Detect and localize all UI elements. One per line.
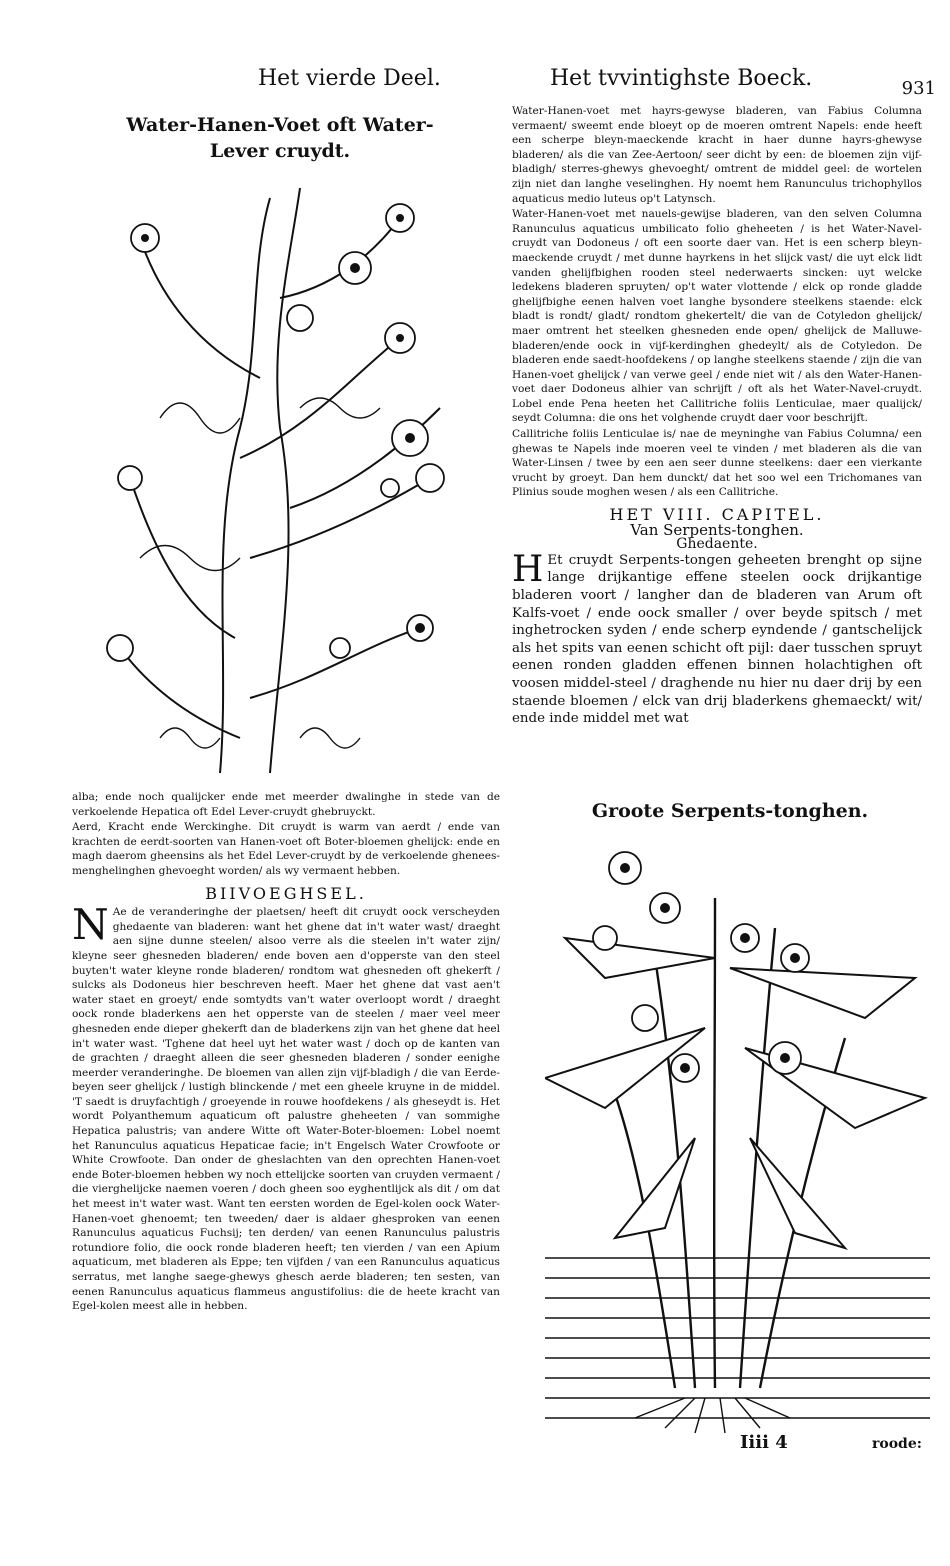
section-initial: H [512,548,544,590]
figure-title-line-1: Water-Hanen-Voet oft Water- [126,114,434,136]
figure-title-water-hanen [100,112,460,164]
bijvoeghsel-text: Ae de veranderinghe der plaetsen/ heeft dit cruydt oock verscheyden ghedaente van bladeren: want het ghene dat in't water wast/ draeght aen sijne dunne steelen/ alsoo verre als die steelen in't water zijn/ kleyne seer ghesneden bladeren/ ende boven aen d'opperste van den steel buyten't water kleyne ronde bladeren/ rondtom wat ghesneden oft ghekerft / sulcks als Dodoneus hier beschreven heeft. Maer het ghene dat vast aen't water staet en groeyt/ ende somtydts van't water overloopt wordt / draeght oock ronde bladerkens aen het opperste van de steelen / maer veel meer ghesneden ende dieper ghekerft dan de bladerkens zijn van het ghene dat heel in't water wast. 'Tghene dat heel uyt het water wast / doch op de kanten van de grachten / draeght alleen die seer ghesneden bladeren / sonder eenighe meerder veranderinghe. De bloemen van allen zijn vijf-bladigh / die van Eerde-beyen seer ghelijck / lustigh blinckende / met een gheele kruyne in de middel. 'T saedt is druyfachtigh / groeyende in rouwe hoofdekens / als gheseydt is. Het wordt Polyanthemum aquaticum oft palustre gheheeten / van sommighe Hepatica palustris; van andere Witte oft Water-Boter-bloemen: Lobel noemt het Ranunculus aquaticus Hepaticae facie; in't Engelsch Water Crowfoote or White Crowfoote. Dan onder de gheslachten van den oprechten Hanen-voet ende Boter-bloemen hebben wy noch ettelijcke soorten van cruyden vermaent / die vierghelijcke naemen voeren / doch gheen soo eyghentlijck als dit / om dat het meest in't water wast. Want ten eersten worden de Egel-kolen oock Water-Hanen-voet ghenoemt; ten tweeden/ daer is aldaer ghesproken van eenen Ranunculus aquaticus Fuchsij; ten derden/ van eenen Ranunculus palustris rotundiore folio, die oock ronde bladeren heeft; ten vierden / van een Apium aquaticum, met bladeren als Eppe; ten vijfden / van een Ranunculus aquaticus serratus, met langhe saege-ghewys ghesch aerde bladeren; ten sesten, van eenen Ranunculus aquaticus flammeus angustifolius: die de heete kracht van Egel-kolen meest alle in hebben. [72,906,500,1313]
signature-mark: Iiii 4 [740,1432,788,1453]
continuation-paragraph: alba; ende noch qualijcker ende met meerder dwalinghe in stede van de verkoelende Hepatica oft Edel Lever-cruydt ghebruyckt. [72,791,500,818]
aerd-paragraph [72,820,500,878]
right-paragraph-3: Callitriche foliis Lenticulae is/ nae de meyninghe van Fabius Columna/ een ghewas te Napels inde moeren veel te vinden / met bladeren als die van Water-Linsen / twee by een aen seer dunne steelkens: daer een vierkante vrucht by groeyt. Dan hem dunckt/ dat het soo wel een Trichomanes van Plinius soude moghen wesen / als een Callitriche. [512,428,922,499]
figure-title-serpents: Groote Serpents-tonghen. [591,800,869,822]
bijvoeghsel-initial: N [72,900,109,950]
figure-title-line-2: Lever cruydt. [209,140,351,162]
page-number: 931 [901,78,936,99]
serpents-tonghen-illustration [545,838,930,1438]
running-header-right: Het tvvintighste Boeck. [550,66,813,91]
right-paragraph-1: Water-Hanen-voet met hayrs-gewyse bladeren, van Fabius Columna vermaent/ sweemt ende bloeyt op de moeren omtrent Napels: ende heeft een scherpe bleyn-maeckende kracht in haer dunne hayrs-ghewyse bladeren/ als die van Zee-Aertoon/ seer dicht by een: de bloemen zijn vijf-bladigh/ sterres-ghewys ghevoeght/ omtrent de middel geel: de wortelen zijn niet dan langhe veselinghen. Hy noemt hem Ranunculus trichophyllos aquaticus medio luteus op't Latynsch. [512,105,922,205]
aerd-label: Aerd, Kracht ende Werckinghe. [72,821,252,834]
running-header-left: Het vierde Deel. [258,66,441,91]
chapter-heading: HET VIII. CAPITEL. [609,505,825,525]
water-hanen-illustration [100,178,460,778]
section-heading: Ghedaente. [676,536,758,553]
right-paragraph-2: Water-Hanen-voet met nauels-gewijse bladeren, van den selven Columna Ranunculus aquaticus umbilicato folio gheheeten / is het Water-Navel-cruydt van Dodoneus / oft een soorte daer van. Het is een scherp bleyn-maeckende cruydt / met dunne hayrkens in het slijck vast/ die uyt elck lidt vanden ghelijfbighen rooden steel nederwaerts sincken: uyt welcke ledekens bladeren spruyten/ op't water vlottende / elck op ronde gladde ghelijfbighe eenen halven voet langhe bysondere steelkens staende: elck bladt is rondt/ gladt/ rondtom ghekertelt/ die van de Cotyledon ghelijck/ maer omtrent het steelken ghesneden ende open/ ghelijck de Malluwe-bladeren/ende oock in vijf-kerdinghen ghedeylt/ als de Cotyledon. De bladeren ende saedt-hoofdekens / op langhe steelkens staende / zijn die van Hanen-voet ghelijck / van verwe geel / ende niet wit / als den Water-Hanen-voet daer Dodoneus alhier van schrijft / oft als het Water-Navel-cruydt. Lobel ende Pena heeten het Callitriche foliis Lenticulae, maer qualijck/ seydt Columna: die ons het volghende cruydt daer voor beschrijft. [512,208,922,425]
aerd-text: Dit cruydt is warm van aerdt / ende van krachten de eerdt-soorten van Hanen-voet oft Boter-bloemen ghelijck: ende en magh daerom gheensins als het Edel Lever-cruydt by de verkoelende ghenees-menghelinghen ghevoeght worden/ als wy vermaent hebben. [72,821,500,877]
section-paragraph [512,548,922,728]
bijvoeghsel-heading: BIIVOEGHSEL. [205,883,367,903]
chapter-title: Van Serpents-tonghen. [630,520,804,539]
section-text: Et cruydt Serpents-tongen geheeten brenght op sijne lange drijkantige effene steelen oock drijkantige bladeren voort / langher dan de bladeren van Arum oft Kalfs-voet / ende oock smaller / over beyde spitsch / met inghetrocken syden / ende scherp eyndende / gantschelijck als het spits van eenen schicht oft pijl: daer tusschen spruyt eenen ronden gladden effenen binnen holachtighen oft voosen middel-steel / draghende nu hier nu daer drij by een staende bloemen / elck van drij bladerkens ghemaeckt/ wit/ ende inde middel met wat [512,552,922,727]
bijvoeghsel-paragraph [72,900,500,1314]
right-column-text [512,104,922,729]
catchword: roode: [872,1436,922,1452]
left-column-text [72,790,500,1315]
